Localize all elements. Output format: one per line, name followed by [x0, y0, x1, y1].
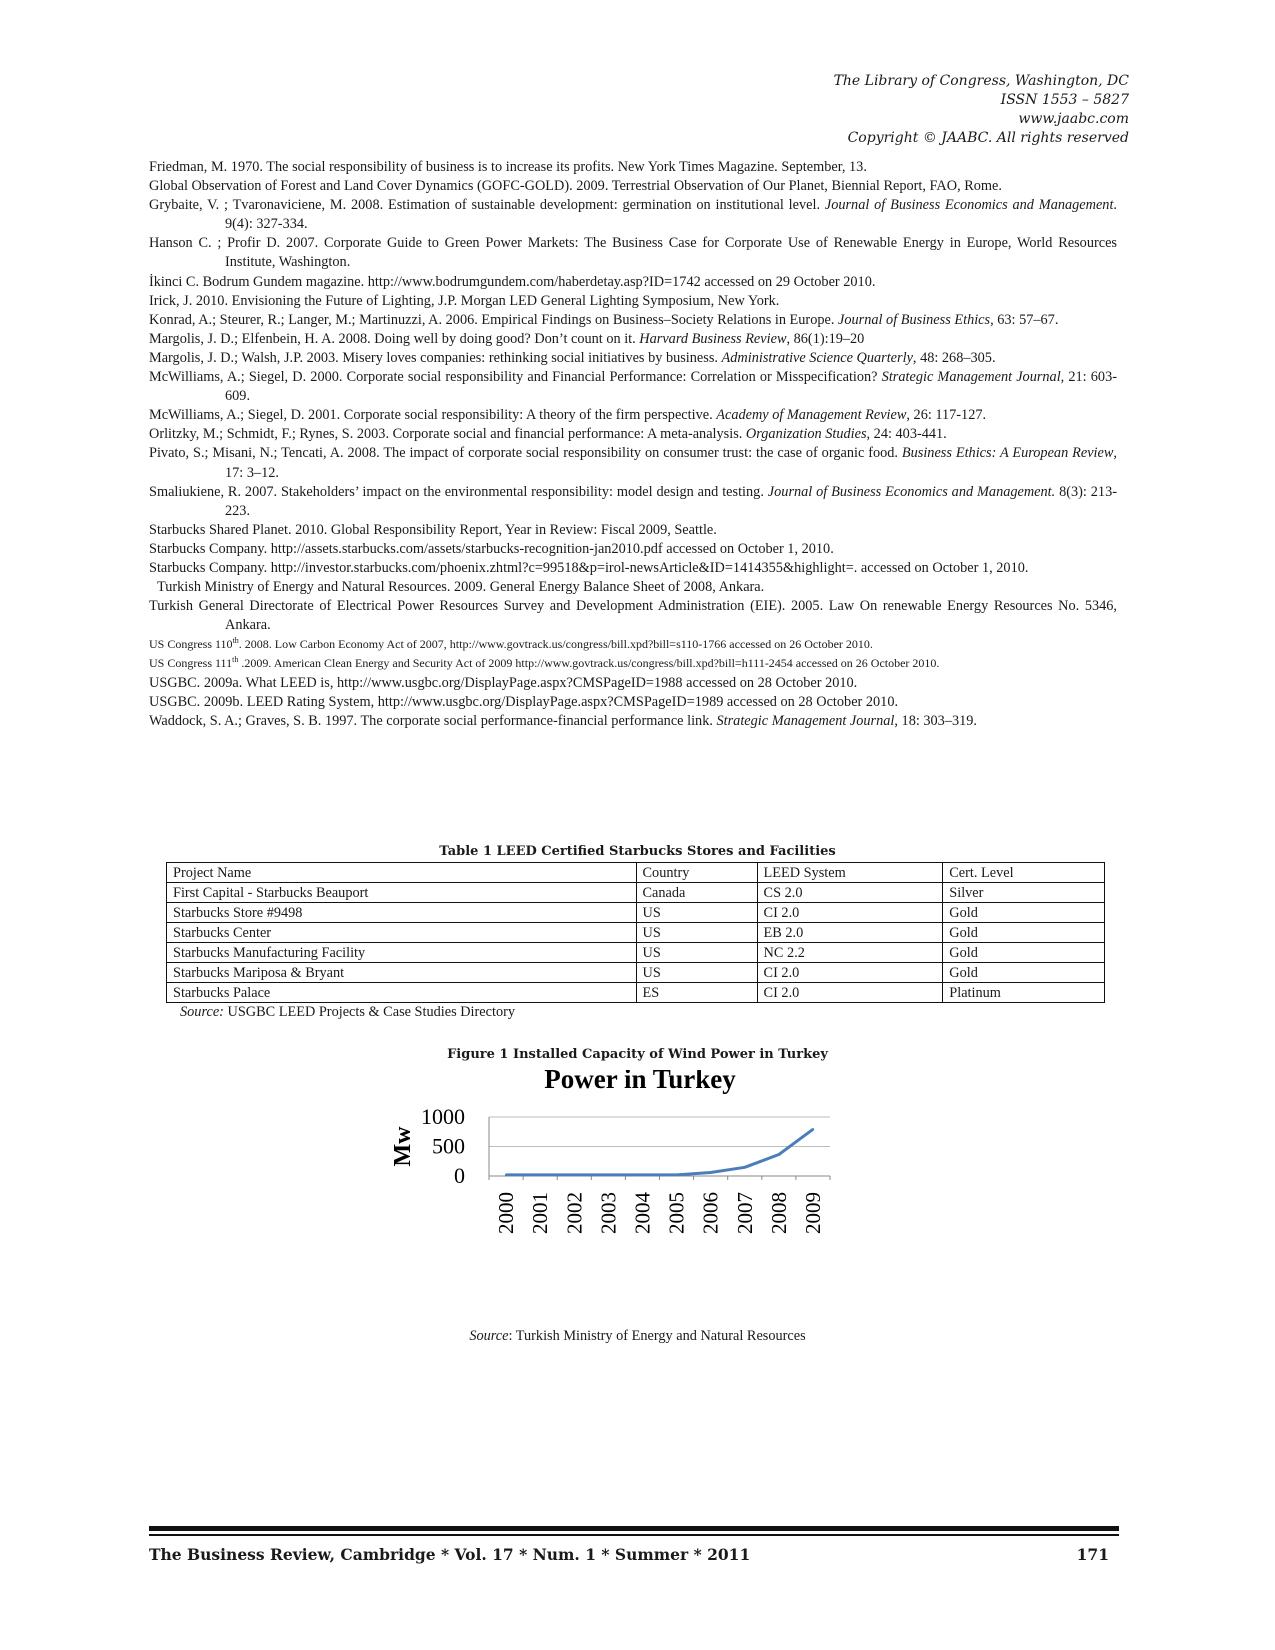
footer-rule-thick — [149, 1526, 1119, 1531]
reference-superscript: th — [232, 636, 239, 646]
table-cell: Starbucks Mariposa & Bryant — [167, 963, 637, 983]
reference-item — [149, 444, 1117, 482]
table-source-text: USGBC LEED Projects & Case Studies Directory — [223, 1004, 516, 1020]
reference-text: .2009. American Clean Energy and Security Act of 2009 http://www.govtrack.us/congress/bill.xpd?bill=h111-2454 accessed on 26 October 2010. — [238, 656, 940, 671]
reference-item — [149, 483, 1117, 521]
reference-item — [149, 273, 1117, 292]
table-header-cell: LEED System — [757, 863, 943, 883]
reference-text: , 86(1):19–20 — [786, 330, 865, 347]
header-issn: ISSN 1553 – 5827 — [1000, 92, 1129, 108]
reference-text: Margolis, J. D.; Walsh, J.P. 2003. Misery loves companies: rethinking social initiatives by business. — [149, 349, 722, 366]
reference-text: Orlitzky, M.; Schmidt, F.; Rynes, S. 2003. Corporate social and financial performance: A meta-analysis. — [149, 426, 746, 443]
reference-item — [149, 521, 1117, 540]
table-cell: Gold — [943, 963, 1105, 983]
reference-item — [149, 158, 1117, 177]
data-point — [641, 1174, 643, 1176]
x-tick-label: 2004 — [630, 1192, 655, 1234]
reference-item — [149, 559, 1117, 578]
reference-text: McWilliams, A.; Siegel, D. 2000. Corporate social responsibility and Financial Performance: Correlation or Misspecification? — [149, 369, 882, 386]
reference-journal: Strategic Management Journal — [716, 712, 895, 729]
figure-caption: Figure 1 Installed Capacity of Wind Power in Turkey — [447, 1047, 828, 1062]
table-cell: Gold — [943, 903, 1105, 923]
table-cell: CI 2.0 — [757, 963, 943, 983]
table-cell: Starbucks Center — [167, 923, 637, 943]
y-tick-label: 500 — [432, 1133, 465, 1159]
table-cell: US — [636, 943, 757, 963]
table-cell: Starbucks Palace — [167, 983, 637, 1003]
reference-text: 63: 57–67. — [993, 311, 1059, 328]
reference-item — [149, 654, 1117, 673]
reference-item — [149, 234, 1117, 272]
figure-source — [0, 1328, 1275, 1345]
x-tick-label: 2008 — [766, 1192, 791, 1234]
table-cell: Platinum — [943, 983, 1105, 1003]
reference-item — [149, 311, 1117, 330]
reference-item — [149, 349, 1117, 368]
table-cell: CS 2.0 — [757, 883, 943, 903]
table-header-cell: Country — [636, 863, 757, 883]
x-tick-label: 2002 — [562, 1192, 587, 1234]
reference-text: Global Observation of Forest and Land Cover Dynamics (GOFC-GOLD). 2009. Terrestrial Observation of Our Planet, Biennial Report, FAO, Rome. — [149, 178, 1002, 195]
table-source-label: Source: — [180, 1004, 224, 1020]
reference-item — [149, 635, 1117, 654]
y-axis-label: Mw — [390, 1126, 416, 1167]
table-cell: US — [636, 923, 757, 943]
table-header-row — [167, 863, 1105, 883]
reference-text: McWilliams, A.; Siegel, D. 2001. Corporate social responsibility: A theory of the firm perspective. — [149, 407, 717, 424]
reference-item — [149, 177, 1117, 196]
table-cell: NC 2.2 — [757, 943, 943, 963]
data-point — [778, 1153, 780, 1155]
reference-text: Turkish General Directorate of Electrical Power Resources Survey and Development Administration (EIE). 2005. Law On renewable Energy Resources No. 5346, Ankara. — [149, 598, 1117, 634]
table-cell: Starbucks Manufacturing Facility — [167, 943, 637, 963]
reference-item — [149, 578, 1117, 597]
y-tick-label: 0 — [454, 1163, 465, 1188]
data-point — [675, 1174, 677, 1176]
reference-journal: Academy of Management Review — [716, 407, 907, 424]
table-row — [167, 903, 1105, 923]
x-tick-label: 2000 — [494, 1192, 519, 1234]
data-point — [573, 1174, 575, 1176]
table-row — [167, 883, 1105, 903]
page-header — [834, 72, 1129, 148]
reference-journal: Harvard Business Review — [639, 330, 787, 347]
table-cell: First Capital - Starbucks Beauport — [167, 883, 637, 903]
table-cell: US — [636, 903, 757, 923]
reference-journal: Journal of Business Economics and Management. — [767, 483, 1056, 500]
reference-text: US Congress 110 — [149, 637, 233, 652]
reference-item — [149, 540, 1117, 559]
reference-item — [149, 712, 1117, 731]
reference-journal: Strategic Management Journal, — [881, 369, 1065, 386]
figure-source-label: Source — [469, 1328, 509, 1344]
reference-item — [149, 330, 1117, 349]
reference-text: İkinci C. Bodrum Gundem magazine. http://www.bodrumgundem.com/haberdetay.asp?ID=1742 accessed on 29 October 2010. — [149, 273, 876, 290]
header-library: The Library of Congress, Washington, DC — [833, 73, 1129, 89]
header-copyright: Copyright © JAABC. All rights reserved — [847, 130, 1129, 146]
table-source — [180, 1004, 515, 1021]
x-tick-label: 2001 — [528, 1192, 553, 1234]
x-tick-label: 2007 — [732, 1192, 757, 1234]
reference-text: Starbucks Company. http://assets.starbucks.com/assets/starbucks-recognition-jan2010.pdf accessed on October 1, 2010. — [149, 540, 834, 557]
references-list — [149, 158, 1117, 731]
table-cell: CI 2.0 — [757, 903, 943, 923]
table-cell: Gold — [943, 923, 1105, 943]
table-row — [167, 963, 1105, 983]
y-tick-label: 1000 — [421, 1104, 465, 1129]
reference-item — [149, 425, 1117, 444]
reference-item — [149, 674, 1117, 693]
reference-journal: Business Ethics: A European Review — [901, 445, 1114, 462]
header-website: www.jaabc.com — [1018, 111, 1129, 127]
reference-item — [149, 597, 1117, 635]
reference-text: Irick, J. 2010. Envisioning the Future of Lighting, J.P. Morgan LED General Lighting Symposium, New York. — [149, 292, 780, 309]
reference-text: , 48: 268–305. — [912, 349, 996, 366]
reference-text: Margolis, J. D.; Elfenbein, H. A. 2008. Doing well by doing good? Don’t count on it. — [149, 330, 640, 347]
wind-capacity-chart — [380, 1070, 900, 1340]
reference-text: Hanson C. ; Profir D. 2007. Corporate Guide to Green Power Markets: The Business Case for Corporate Use of Renewable Energy in Europe, World Resources Institute, Washington. — [149, 235, 1117, 271]
footer-rule-thin — [149, 1534, 1119, 1536]
x-tick-label: 2003 — [596, 1192, 621, 1234]
reference-text: 8(3): 213-223. — [225, 483, 1117, 519]
series-line — [506, 1129, 813, 1175]
reference-text: US Congress 111 — [149, 656, 233, 671]
reference-text: Turkish Ministry of Energy and Natural Resources. 2009. General Energy Balance Sheet of 2008, Ankara. — [157, 579, 765, 596]
table-header-cell: Project Name — [167, 863, 637, 883]
data-point — [539, 1174, 541, 1176]
page-number: 171 — [1076, 1545, 1109, 1564]
reference-text: , 18: 303–319. — [894, 712, 977, 729]
reference-journal: Administrative Science Quarterly — [721, 349, 913, 366]
reference-item — [149, 292, 1117, 311]
table-row — [167, 983, 1105, 1003]
reference-item — [149, 693, 1117, 712]
reference-journal: Journal of Business Ethics, — [838, 311, 994, 328]
data-point — [812, 1128, 814, 1130]
table-row — [167, 943, 1105, 963]
reference-text: Starbucks Shared Planet. 2010. Global Responsibility Report, Year in Review: Fiscal 2009, Seattle. — [149, 521, 717, 538]
reference-text: Smaliukiene, R. 2007. Stakeholders’ impact on the environmental responsibility: model design and testing. — [149, 483, 768, 500]
table-header-cell: Cert. Level — [943, 863, 1105, 883]
reference-text: Konrad, A.; Steurer, R.; Langer, M.; Martinuzzi, A. 2006. Empirical Findings on Business–Society Relations in Europe. — [149, 311, 838, 328]
reference-text: . 9(4): 327-334. — [225, 197, 1117, 233]
reference-text: 21: 603-609. — [225, 369, 1117, 405]
leed-table — [166, 862, 1105, 1003]
reference-text: , 24: 403-441. — [866, 426, 947, 443]
table-title: Table 1 LEED Certified Starbucks Stores and Facilities — [439, 844, 836, 859]
figure-source-text: : Turkish Ministry of Energy and Natural Resources — [508, 1328, 806, 1344]
x-tick-label: 2009 — [800, 1192, 825, 1234]
data-point — [607, 1174, 609, 1176]
reference-text: , 26: 117-127. — [906, 407, 987, 424]
reference-text: , 17: 3–12. — [225, 445, 1117, 481]
reference-item — [149, 406, 1117, 425]
reference-text: Starbucks Company. http://investor.starbucks.com/phoenix.zhtml?c=99518&p=irol-newsArticle&ID=1414355&highlight=. accessed on October 1, 2010. — [149, 559, 1029, 576]
data-point — [505, 1174, 507, 1176]
table-cell: US — [636, 963, 757, 983]
reference-text: Pivato, S.; Misani, N.; Tencati, A. 2008. The impact of corporate social responsibility on consumer trust: the case of organic food. — [149, 445, 902, 462]
reference-superscript: th — [232, 655, 239, 665]
reference-journal: Organization Studies — [745, 426, 867, 443]
reference-item — [149, 196, 1117, 234]
reference-item — [149, 368, 1117, 406]
data-point — [744, 1166, 746, 1168]
reference-text: USGBC. 2009b. LEED Rating System, http://www.usgbc.org/DisplayPage.aspx?CMSPageID=1989 accessed on 28 October 2010. — [149, 693, 899, 710]
table-cell: Gold — [943, 943, 1105, 963]
reference-text: USGBC. 2009a. What LEED is, http://www.usgbc.org/DisplayPage.aspx?CMSPageID=1988 accessed on 28 October 2010. — [149, 674, 858, 691]
table-cell: CI 2.0 — [757, 983, 943, 1003]
reference-journal: Journal of Business Economics and Management — [824, 197, 1114, 214]
reference-text: . 2008. Low Carbon Economy Act of 2007, http://www.govtrack.us/congress/bill.xpd?bill=s110-1766 accessed on 26 October 2010. — [238, 637, 873, 652]
footer-journal: The Business Review, Cambridge * Vol. 17 * Num. 1 * Summer * 2011 — [149, 1545, 751, 1564]
table-cell: Canada — [636, 883, 757, 903]
table-cell: ES — [636, 983, 757, 1003]
reference-text: Waddock, S. A.; Graves, S. B. 1997. The corporate social performance-financial performance link. — [149, 712, 717, 729]
table-cell: EB 2.0 — [757, 923, 943, 943]
table-cell: Starbucks Store #9498 — [167, 903, 637, 923]
page-footer — [149, 1545, 1109, 1564]
data-point — [709, 1171, 711, 1173]
x-tick-label: 2006 — [698, 1192, 723, 1234]
reference-text: Friedman, M. 1970. The social responsibility of business is to increase its profits. New York Times Magazine. September, 13. — [149, 159, 867, 175]
table-cell: Silver — [943, 883, 1105, 903]
table-row — [167, 923, 1105, 943]
reference-text: Grybaite, V. ; Tvaronaviciene, M. 2008. Estimation of sustainable development: germination on institutional level. — [149, 197, 825, 214]
chart-title-line-2: Power in Turkey — [544, 1070, 736, 1094]
x-tick-label: 2005 — [664, 1192, 689, 1234]
